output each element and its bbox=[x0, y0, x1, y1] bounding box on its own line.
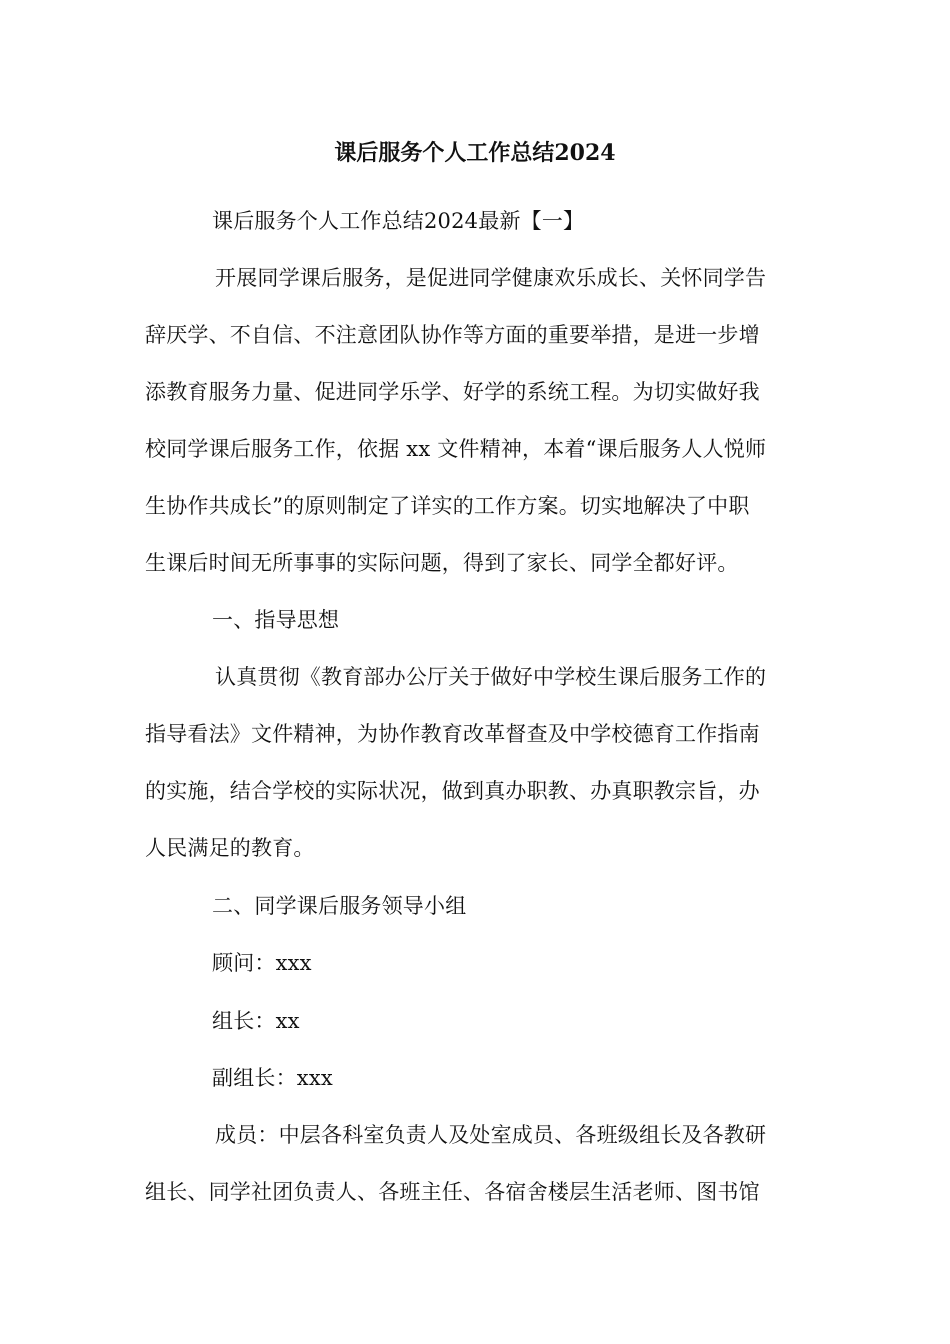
intro-line: 辞厌学、不自信、不注意团队协作等方面的重要举措，是进一步增 bbox=[145, 323, 760, 347]
section1-line: 的实施，结合学校的实际状况，做到真办职教、办真职教宗旨，办 bbox=[145, 779, 760, 803]
members-line: 成员：中层各科室负责人及处室成员、各班级组长及各教研 bbox=[215, 1123, 767, 1147]
section1-line: 认真贯彻《教育部办公厅关于做好中学校生课后服务工作的 bbox=[215, 665, 767, 689]
section1-line: 指导看法》文件精神，为协作教育改革督查及中学校德育工作指南 bbox=[145, 722, 760, 746]
intro-line: 添教育服务力量、促进同学乐学、好学的系统工程。为切实做好我 bbox=[145, 380, 760, 404]
intro-line: 开展同学课后服务，是促进同学健康欢乐成长、关怀同学告 bbox=[215, 266, 767, 290]
section1-line: 人民满足的教育。 bbox=[145, 836, 315, 860]
document-subtitle: 课后服务个人工作总结2024最新【一】 bbox=[212, 209, 585, 233]
intro-line: 生课后时间无所事事的实际问题，得到了家长、同学全都好评。 bbox=[145, 551, 739, 575]
intro-line: 校同学课后服务工作，依据 xx 文件精神，本着“课后服务人人悦师 bbox=[145, 437, 767, 461]
leader-line: 组长：xx bbox=[212, 1009, 300, 1033]
members-line: 组长、同学社团负责人、各班主任、各宿舍楼层生活老师、图书馆 bbox=[145, 1180, 760, 1204]
deputy-leader-line: 副组长：xxx bbox=[212, 1066, 333, 1090]
section-heading-leadership-group: 二、同学课后服务领导小组 bbox=[212, 894, 467, 918]
advisor-line: 顾问：xxx bbox=[212, 951, 312, 975]
document-title: 课后服务个人工作总结2024 bbox=[334, 140, 616, 166]
intro-line: 生协作共成长”的原则制定了详实的工作方案。切实地解决了中职 bbox=[145, 494, 750, 518]
section-heading-guiding-ideology: 一、指导思想 bbox=[212, 608, 340, 632]
